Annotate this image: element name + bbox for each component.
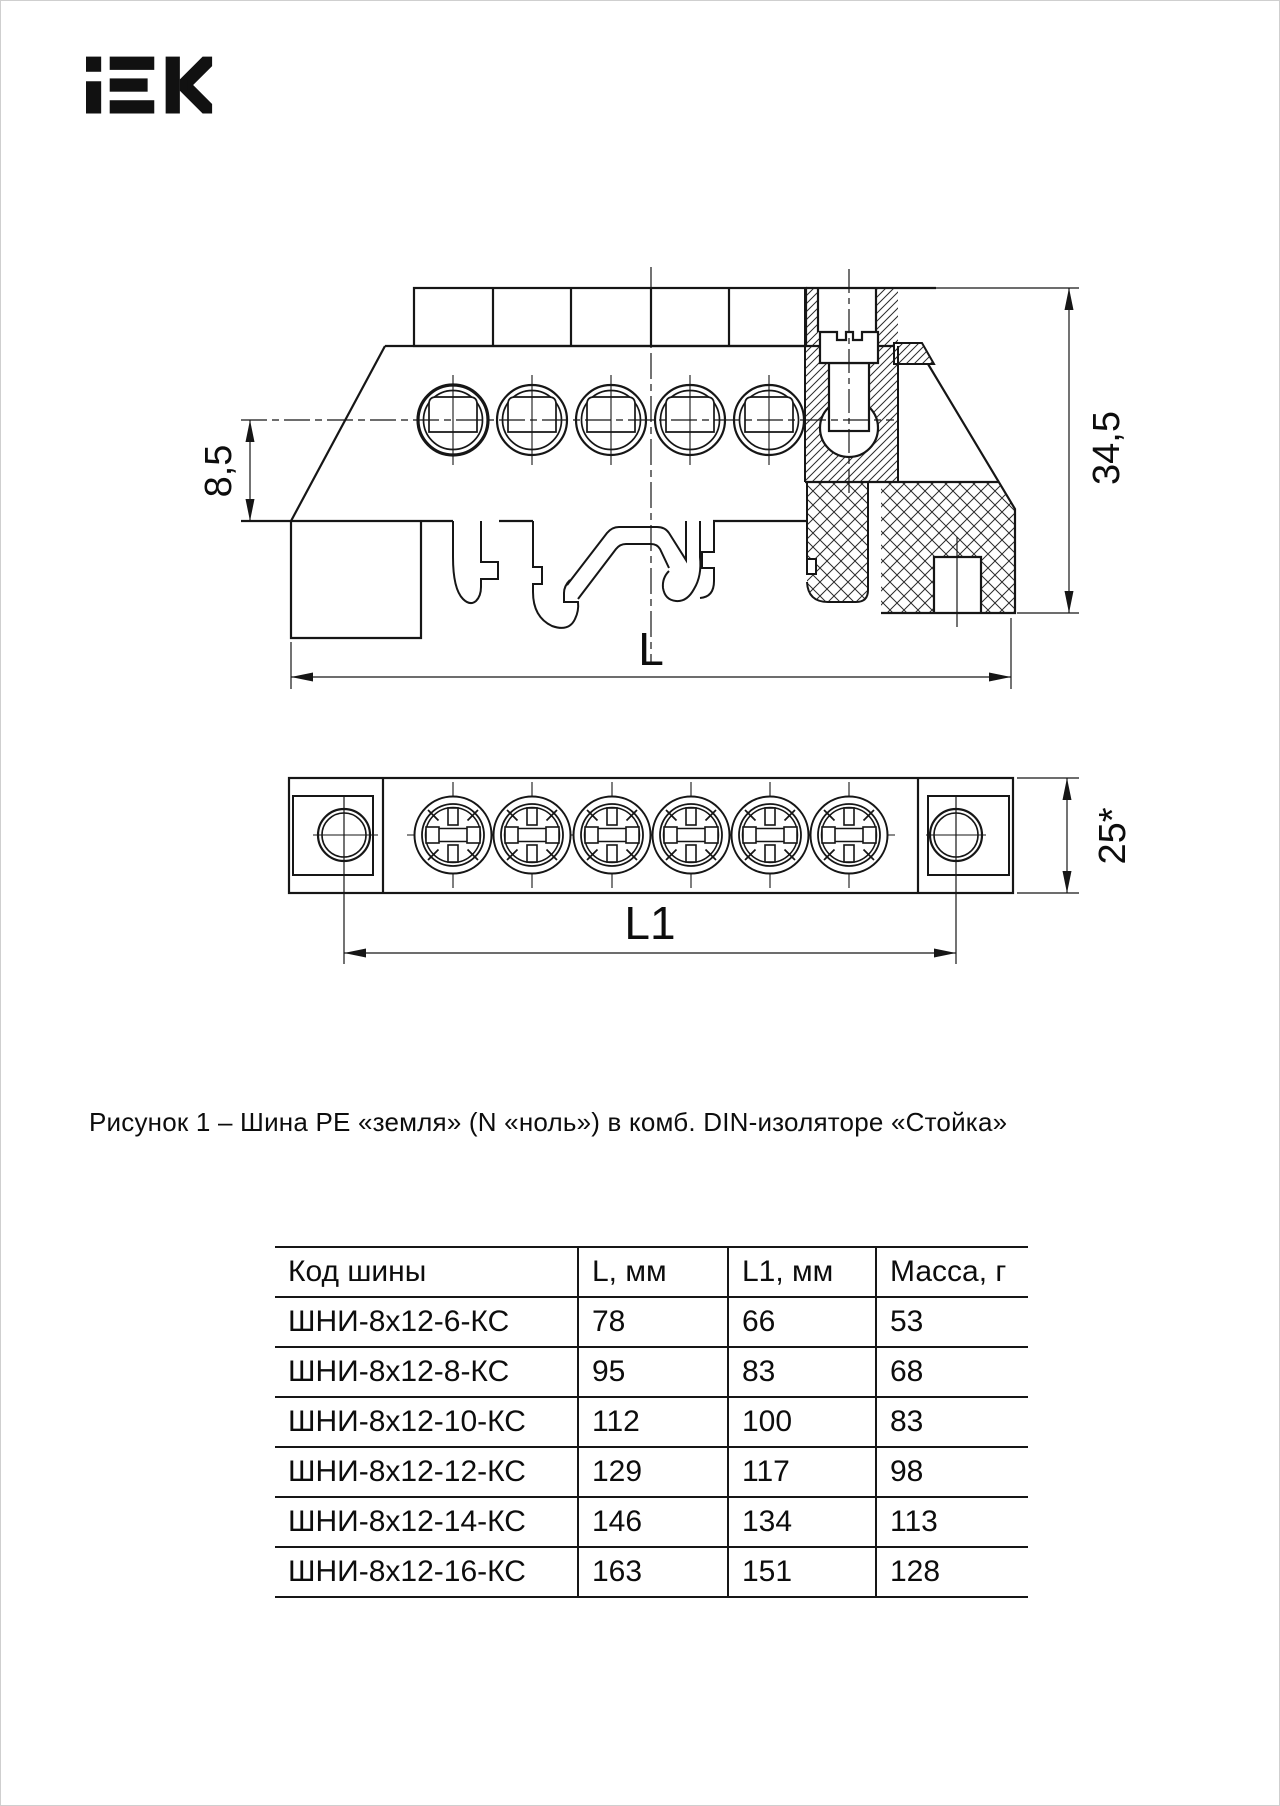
table-row <box>275 1397 1028 1447</box>
table-cell: 83 <box>728 1347 876 1397</box>
table-cell: 146 <box>578 1497 728 1547</box>
dim-L: L <box>638 623 664 675</box>
table-cell: 117 <box>728 1447 876 1497</box>
table-cell: 66 <box>728 1297 876 1347</box>
table-cell: ШНИ-8х12-10-КС <box>288 1405 526 1438</box>
table-cell: ШНИ-8х12-12-КС <box>288 1455 526 1488</box>
table-cell: ШНИ-8х12-14-КС <box>288 1505 526 1538</box>
spec-table <box>275 1246 1028 1598</box>
col-header-l1: L1, мм <box>728 1247 876 1297</box>
table-cell: 128 <box>876 1547 1028 1597</box>
table-cell: ШНИ-8х12-8-КС <box>288 1355 510 1388</box>
dim-8-5: 8,5 <box>198 444 240 498</box>
table-cell: 53 <box>876 1297 1028 1347</box>
table-cell: 163 <box>578 1547 728 1597</box>
col-header-l: L, мм <box>578 1247 728 1297</box>
dim-L1: L1 <box>624 897 676 949</box>
table-cell: ШНИ-8х12-16-КС <box>288 1555 526 1588</box>
spec-table-body <box>275 1297 1028 1597</box>
table-row <box>275 1497 1028 1547</box>
table-cell: 78 <box>578 1297 728 1347</box>
table-cell: 95 <box>578 1347 728 1397</box>
table-row <box>275 1347 1028 1397</box>
table-cell: 113 <box>876 1497 1028 1547</box>
col-header-mass: Масса, г <box>876 1247 1028 1297</box>
table-cell: ШНИ-8х12-6-КС <box>288 1305 510 1338</box>
table-cell: 68 <box>876 1347 1028 1397</box>
dim-25: 25* <box>1092 807 1134 865</box>
technical-drawing <box>1 1 1280 1061</box>
table-cell: 134 <box>728 1497 876 1547</box>
table-cell: 151 <box>728 1547 876 1597</box>
col-header-code: Код шины <box>288 1255 427 1288</box>
din-clip <box>453 521 714 628</box>
side-view <box>241 267 1015 663</box>
dim-34-5: 34,5 <box>1086 411 1128 485</box>
table-row <box>275 1547 1028 1597</box>
table-row <box>275 1447 1028 1497</box>
table-cell: 98 <box>876 1447 1028 1497</box>
table-cell: 100 <box>728 1397 876 1447</box>
table-cell: 129 <box>578 1447 728 1497</box>
table-cell: 112 <box>578 1397 728 1447</box>
figure-caption: Рисунок 1 – Шина PE «земля» (N «ноль») в комб. DIN-изоляторе «Стойка» <box>89 1107 1008 1137</box>
table-cell: 83 <box>876 1397 1028 1447</box>
table-row <box>275 1297 1028 1347</box>
table-header-row <box>275 1247 1028 1297</box>
top-view <box>289 778 1013 893</box>
